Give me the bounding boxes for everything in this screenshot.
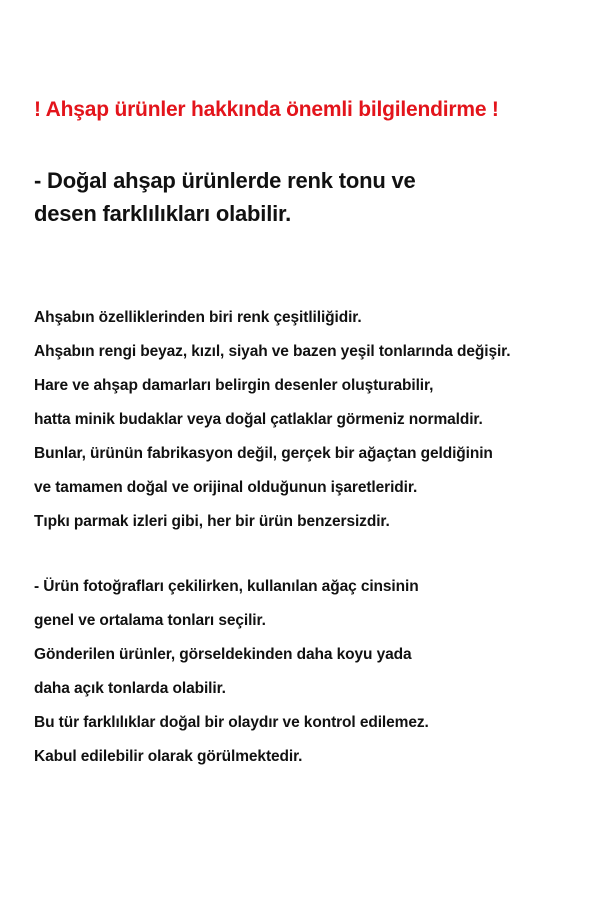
paragraph-line: ve tamamen doğal ve orijinal olduğunun işaretleridir. bbox=[34, 479, 418, 496]
paragraph-photo-tones bbox=[34, 570, 609, 774]
paragraph-line: Bunlar, ürünün fabrikasyon değil, gerçek bir ağaçtan geldiğinin bbox=[34, 445, 493, 462]
paragraph-line: Tıpkı parmak izleri gibi, her bir ürün benzersizdir. bbox=[34, 513, 390, 530]
paragraph-line: Bu tür farklılıklar doğal bir olaydır ve kontrol edilemez. bbox=[34, 714, 429, 731]
paragraph-line: Ahşabın özelliklerinden biri renk çeşitliliğidir. bbox=[34, 309, 362, 326]
paragraph-line: Ahşabın rengi beyaz, kızıl, siyah ve bazen yeşil tonlarında değişir. bbox=[34, 343, 511, 360]
paragraph-line: Gönderilen ürünler, görseldekinden daha koyu yada bbox=[34, 646, 412, 663]
headline bbox=[34, 164, 594, 230]
headline-line: desen farklılıkları olabilir. bbox=[34, 201, 292, 226]
paragraph-wood-characteristics bbox=[34, 301, 609, 539]
warning-title: ! Ahşap ürünler hakkında önemli bilgilendirme ! bbox=[34, 98, 499, 121]
paragraph-line: - Ürün fotoğrafları çekilirken, kullanılan ağaç cinsinin bbox=[34, 578, 419, 595]
paragraph-line: daha açık tonlarda olabilir. bbox=[34, 680, 226, 697]
paragraph-line: genel ve ortalama tonları seçilir. bbox=[34, 612, 266, 629]
paragraph-line: hatta minik budaklar veya doğal çatlaklar görmeniz normaldir. bbox=[34, 411, 483, 428]
paragraph-line: Hare ve ahşap damarları belirgin desenler oluşturabilir, bbox=[34, 377, 434, 394]
headline-line: - Doğal ahşap ürünlerde renk tonu ve bbox=[34, 168, 416, 193]
paragraph-line: Kabul edilebilir olarak görülmektedir. bbox=[34, 748, 303, 765]
